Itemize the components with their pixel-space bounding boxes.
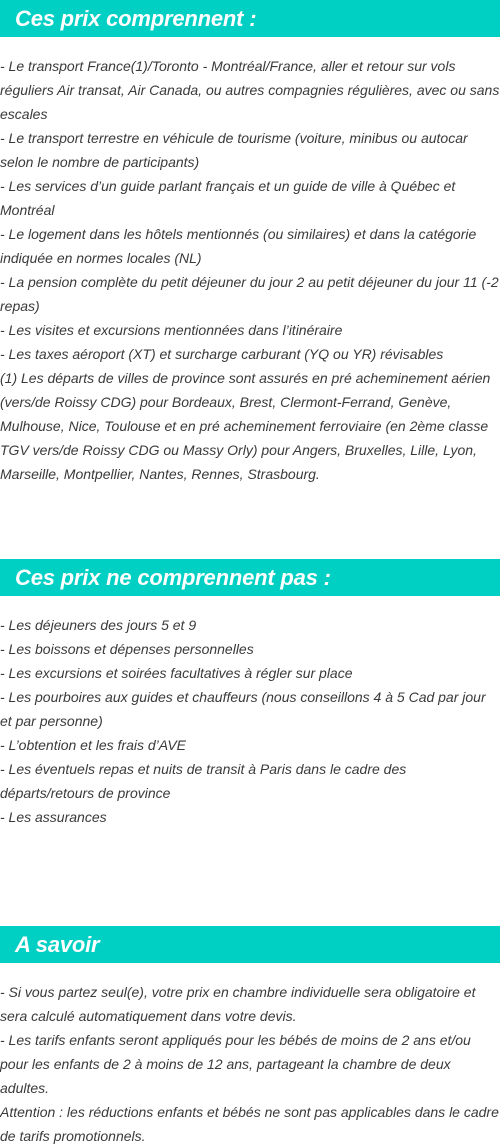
list-item: - Les taxes aéroport (XT) et surcharge carburant (YQ ou YR) révisables — [0, 346, 444, 362]
section-header-excluded — [0, 559, 500, 596]
section-title-good-to-know: A savoir — [15, 931, 100, 957]
footnote: (1) Les départs de villes de province sont assurés en pré acheminement aérien (vers/de Roissy CDG) pour Bordeaux, Brest, Clermont-Ferrand, Genève, Mulhouse, Nice, Toulouse et en pré acheminement ferroviaire (en 2ème classe TGV vers/de Roissy CDG ou Massy Orly) pour Angers, Bruxelles, Lille, Lyon, Marseille, Montpellier, Nantes, Rennes, Strasbourg. — [0, 370, 491, 482]
list-item: - Le logement dans les hôtels mentionnés (ou similaires) et dans la catégorie indiquée en normes locales (NL) — [0, 226, 477, 266]
section-header-included — [0, 0, 500, 37]
list-item: - Les assurances — [0, 809, 107, 825]
list-item: - Les éventuels repas et nuits de transit à Paris dans le cadre des départs/retours de province — [0, 761, 407, 801]
section-title-included: Ces prix comprennent : — [15, 5, 257, 31]
list-item: - Les services d’un guide parlant français et un guide de ville à Québec et Montréal — [0, 178, 456, 218]
list-item: - L’obtention et les frais d’AVE — [0, 737, 186, 753]
list-item: - Les pourboires aux guides et chauffeurs (nous conseillons 4 à 5 Cad par jour et par personne) — [0, 689, 486, 729]
list-item: - Les boissons et dépenses personnelles — [0, 641, 254, 657]
list-item: - Le transport France(1)/Toronto - Montréal/France, aller et retour sur vols réguliers Air transat, Air Canada, ou autres compagnies régulières, avec ou sans escales — [0, 58, 500, 122]
list-item: - Les excursions et soirées facultatives à régler sur place — [0, 665, 353, 681]
list-item: - Si vous partez seul(e), votre prix en chambre individuelle sera obligatoire et sera calculé automatiquement dans votre devis. — [0, 984, 476, 1024]
list-item: - La pension complète du petit déjeuner du jour 2 au petit déjeuner du jour 11 (-2 repas) — [0, 274, 499, 314]
list-item: - Le transport terrestre en véhicule de tourisme (voiture, minibus ou autocar selon le nombre de participants) — [0, 130, 468, 170]
attention-note: Attention : les réductions enfants et bébés ne sont pas applicables dans le cadre de tarifs promotionnels. — [0, 1104, 499, 1144]
section-title-excluded: Ces prix ne comprennent pas : — [15, 564, 331, 590]
list-item: - Les déjeuners des jours 5 et 9 — [0, 617, 197, 633]
list-item: - Les visites et excursions mentionnées dans l’itinéraire — [0, 322, 343, 338]
list-item: - Les tarifs enfants seront appliqués pour les bébés de moins de 2 ans et/ou pour les enfants de 2 à moins de 12 ans, partageant la chambre de deux adultes. — [0, 1032, 471, 1096]
section-body-included — [0, 54, 500, 486]
section-body-excluded — [0, 613, 500, 829]
section-header-good-to-know — [0, 926, 500, 963]
